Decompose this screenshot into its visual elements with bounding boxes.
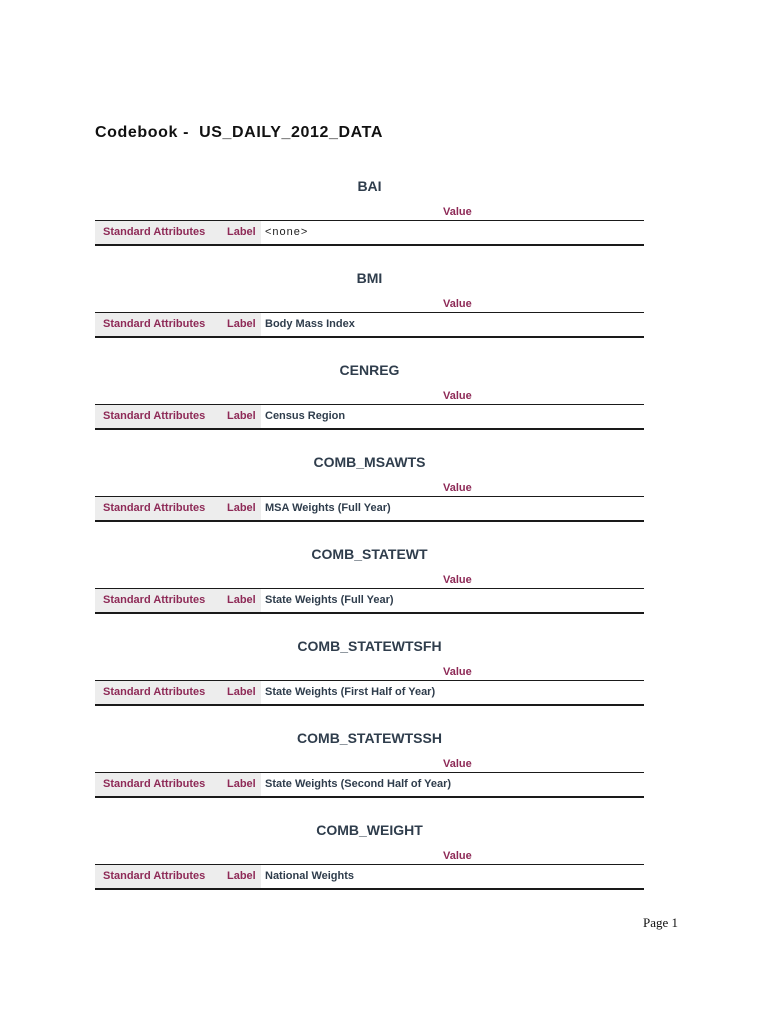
variable-entry: [0, 176, 770, 268]
attribute-name-label: Label: [227, 318, 256, 330]
attribute-group-cell: [95, 497, 219, 520]
attribute-name-cell: [219, 681, 261, 704]
attribute-value: National Weights: [265, 870, 355, 882]
attribute-row: [95, 313, 644, 336]
variable-name: CENREG: [339, 362, 400, 378]
table-bottom-rule: [95, 796, 644, 798]
variable-name: COMB_STATEWTSFH: [297, 638, 442, 654]
attribute-value: State Weights (First Half of Year): [265, 686, 436, 698]
attribute-row: [95, 865, 644, 888]
attribute-group-label: Standard Attributes: [103, 594, 206, 606]
attribute-name-label: Label: [227, 410, 256, 422]
value-column-header: Value: [443, 666, 472, 678]
attribute-group-label: Standard Attributes: [103, 778, 206, 790]
value-column-header: Value: [443, 206, 472, 218]
attribute-row: [95, 589, 644, 612]
variable-name: BAI: [357, 178, 382, 194]
table-bottom-rule: [95, 520, 644, 522]
table-bottom-rule: [95, 336, 644, 338]
attribute-group-cell: [95, 313, 219, 336]
attribute-name-cell: [219, 313, 261, 336]
value-column-header: Value: [443, 390, 472, 402]
variable-name: COMB_STATEWTSSH: [297, 730, 442, 746]
variable-entry: [0, 636, 770, 728]
variable-entry: [0, 820, 770, 912]
attribute-name-cell: [219, 773, 261, 796]
attribute-name-cell: [219, 865, 261, 888]
attribute-name-label: Label: [227, 870, 256, 882]
attribute-group-cell: [95, 589, 219, 612]
attribute-row: [95, 497, 644, 520]
table-bottom-rule: [95, 612, 644, 614]
attribute-group-cell: [95, 221, 219, 244]
value-column-header: Value: [443, 758, 472, 770]
variable-entry: [0, 728, 770, 820]
attribute-name-cell: [219, 221, 261, 244]
variable-entry: [0, 360, 770, 452]
table-bottom-rule: [95, 428, 644, 430]
attribute-row: [95, 773, 644, 796]
attribute-value: <none>: [265, 226, 309, 238]
value-column-header: Value: [443, 298, 472, 310]
attribute-group-label: Standard Attributes: [103, 226, 206, 238]
variable-name: COMB_WEIGHT: [316, 822, 423, 838]
table-bottom-rule: [95, 244, 644, 246]
variable-entry: [0, 544, 770, 636]
attribute-name-cell: [219, 405, 261, 428]
attribute-group-cell: [95, 865, 219, 888]
attribute-group-label: Standard Attributes: [103, 318, 206, 330]
variable-name: COMB_MSAWTS: [313, 454, 426, 470]
attribute-row: [95, 405, 644, 428]
attribute-group-cell: [95, 773, 219, 796]
attribute-name-cell: [219, 497, 261, 520]
value-column-header: Value: [443, 850, 472, 862]
attribute-name-label: Label: [227, 594, 256, 606]
attribute-row: [95, 221, 644, 244]
attribute-name-label: Label: [227, 226, 256, 238]
attribute-group-label: Standard Attributes: [103, 410, 206, 422]
value-column-header: Value: [443, 574, 472, 586]
variable-list: [0, 176, 770, 912]
attribute-group-label: Standard Attributes: [103, 870, 206, 882]
attribute-value: State Weights (Full Year): [265, 594, 394, 606]
attribute-group-label: Standard Attributes: [103, 686, 206, 698]
variable-entry: [0, 268, 770, 360]
value-column-header: Value: [443, 482, 472, 494]
variable-entry: [0, 452, 770, 544]
attribute-value: Census Region: [265, 410, 346, 422]
attribute-value: Body Mass Index: [265, 318, 355, 330]
document-title: Codebook - US_DAILY_2012_DATA: [95, 124, 383, 141]
table-bottom-rule: [95, 704, 644, 706]
attribute-row: [95, 681, 644, 704]
attribute-name-cell: [219, 589, 261, 612]
variable-name: COMB_STATEWT: [311, 546, 428, 562]
attribute-value: State Weights (Second Half of Year): [265, 778, 452, 790]
variable-name: BMI: [356, 270, 383, 286]
attribute-name-label: Label: [227, 778, 256, 790]
attribute-group-cell: [95, 405, 219, 428]
table-bottom-rule: [95, 888, 644, 890]
attribute-group-label: Standard Attributes: [103, 502, 206, 514]
page-number: Page 1: [643, 915, 679, 930]
attribute-value: MSA Weights (Full Year): [265, 502, 391, 514]
attribute-name-label: Label: [227, 502, 256, 514]
attribute-group-cell: [95, 681, 219, 704]
attribute-name-label: Label: [227, 686, 256, 698]
